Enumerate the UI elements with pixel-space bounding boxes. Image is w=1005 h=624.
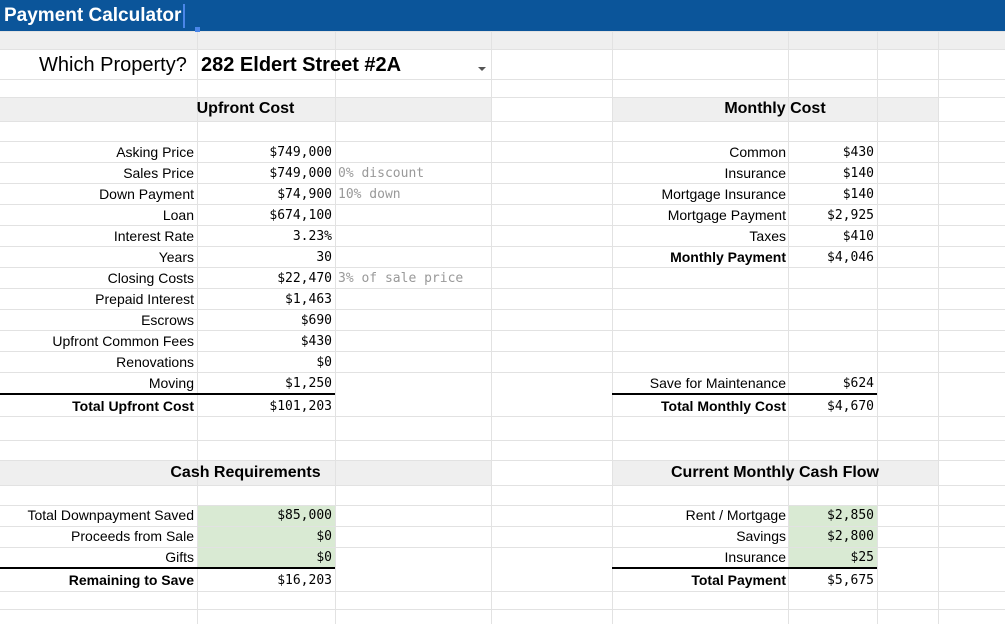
cashflow-heading: Current Monthly Cash Flow [671,464,879,481]
monthly-label[interactable]: Common [729,144,786,160]
cashflow-input[interactable]: $25 [850,550,874,565]
grid-row-line [0,97,1005,98]
monthly-heading: Monthly Cost [724,100,826,117]
upfront-note[interactable]: 10% down [338,187,401,202]
sheet-title[interactable]: Payment Calculator [4,4,185,28]
upfront-value[interactable]: $0 [316,355,332,370]
cash-input[interactable]: $0 [316,550,332,565]
grid-col-line [491,31,492,624]
spacer-row [0,31,1005,49]
upfront-total-label[interactable]: Total Upfront Cost [72,398,194,414]
upfront-label[interactable]: Sales Price [123,165,194,181]
monthly-label[interactable]: Mortgage Payment [667,207,786,223]
property-value: 282 Eldert Street #2A [201,54,402,76]
grid-col-line [938,31,939,624]
cashflow-input[interactable]: $2,800 [827,529,874,544]
cash-label[interactable]: Proceeds from Sale [71,528,194,544]
monthly-label[interactable]: Taxes [749,228,786,244]
cashflow-label[interactable]: Insurance [724,549,786,565]
cash-total-value[interactable]: $16,203 [277,573,332,588]
cash-input[interactable]: $85,000 [277,508,332,523]
upfront-note[interactable]: 3% of sale price [338,271,464,286]
upfront-heading: Upfront Cost [196,100,295,117]
upfront-note[interactable]: 0% discount [338,166,425,181]
monthly-payment-value[interactable]: $4,046 [827,250,874,265]
upfront-label[interactable]: Escrows [141,312,194,328]
monthly-payment-label[interactable]: Monthly Payment [670,249,786,265]
monthly-value[interactable]: $140 [842,187,874,202]
grid-row-line [0,79,1005,80]
cashflow-total-value[interactable]: $5,675 [827,573,874,588]
cashflow-label[interactable]: Rent / Mortgage [685,507,786,523]
chevron-down-icon[interactable] [478,67,486,72]
upfront-value[interactable]: $430 [300,334,332,349]
upfront-value[interactable]: $749,000 [269,166,332,181]
grid-row-line [0,609,1005,610]
cash-total-label[interactable]: Remaining to Save [68,572,194,588]
grid-row-line [0,485,1005,486]
selection-handle[interactable] [195,27,200,32]
upfront-label[interactable]: Prepaid Interest [95,291,194,307]
property-dropdown[interactable] [198,51,491,79]
cash-label[interactable]: Total Downpayment Saved [27,507,194,523]
monthly-label[interactable]: Mortgage Insurance [661,186,786,202]
cash-input[interactable]: $0 [316,529,332,544]
cashflow-label[interactable]: Savings [736,528,786,544]
upfront-value[interactable]: $74,900 [277,187,332,202]
upfront-label[interactable]: Closing Costs [107,270,194,286]
upfront-value[interactable]: $22,470 [277,271,332,286]
upfront-label[interactable]: Renovations [116,354,194,370]
monthly-total-label[interactable]: Total Monthly Cost [661,398,786,414]
upfront-total-value[interactable]: $101,203 [269,399,332,414]
grid-row-line [0,460,1005,461]
property-label: Which Property? [39,54,187,76]
upfront-label[interactable]: Upfront Common Fees [52,333,194,349]
cash-label[interactable]: Gifts [165,549,194,565]
upfront-label[interactable]: Years [158,249,194,265]
upfront-value[interactable]: $749,000 [269,145,332,160]
monthly-label[interactable]: Insurance [724,165,786,181]
cash-heading: Cash Requirements [170,464,321,481]
grid-row-line [0,121,1005,122]
upfront-value[interactable]: $1,250 [285,376,332,391]
upfront-value[interactable]: 3.23% [292,229,332,244]
upfront-label[interactable]: Moving [148,375,194,391]
upfront-label[interactable]: Interest Rate [113,228,194,244]
upfront-label[interactable]: Loan [162,207,194,223]
monthly-value[interactable]: $410 [842,229,874,244]
cashflow-input[interactable]: $2,850 [827,508,874,523]
grid-row-line [0,440,1005,441]
cashflow-total-label[interactable]: Total Payment [691,572,786,588]
monthly-value[interactable]: $2,925 [827,208,874,223]
upfront-value[interactable]: $690 [300,313,332,328]
grid-row-line [0,49,1005,50]
maintenance-value[interactable]: $624 [842,376,874,391]
grid-row-line [0,31,1005,32]
maintenance-label[interactable]: Save for Maintenance [649,375,786,391]
grid-col-line [335,31,336,624]
grid-row-line [0,591,1005,592]
upfront-value[interactable]: $1,463 [285,292,332,307]
upfront-value[interactable]: 30 [316,250,332,265]
upfront-value[interactable]: $674,100 [269,208,332,223]
monthly-value[interactable]: $430 [842,145,874,160]
upfront-label[interactable]: Asking Price [116,144,194,160]
monthly-total-value[interactable]: $4,670 [827,399,874,414]
grid-col-line [877,31,878,624]
upfront-label[interactable]: Down Payment [99,186,194,202]
monthly-value[interactable]: $140 [842,166,874,181]
